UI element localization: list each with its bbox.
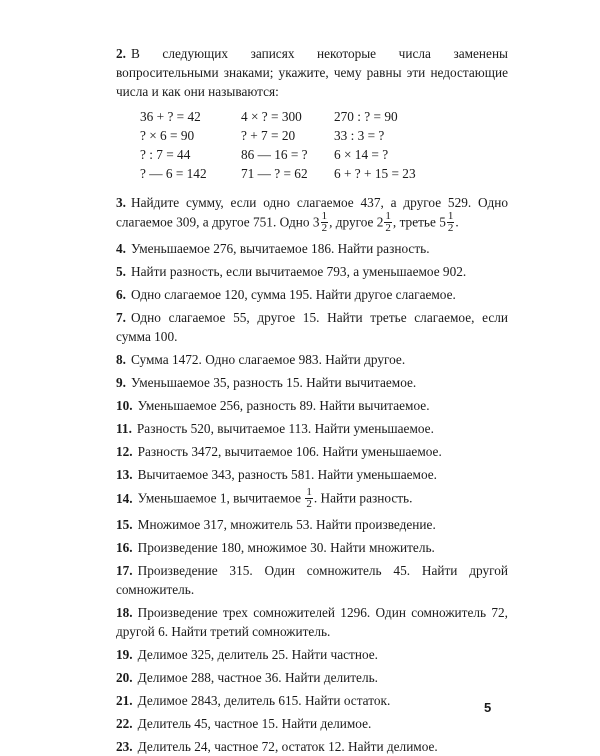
exercise-text: В следующих записях некоторые числа заменены вопросительными знаками; укажите, чему равны эти недостающие числа и как они называются: <box>116 46 508 99</box>
exercise-13 <box>116 465 508 484</box>
exercise-text: Одно слагаемое 55, другое 15. Найти третье слагаемое, если сумма 100. <box>116 310 508 344</box>
exercise-11 <box>116 419 508 438</box>
exercise-text: Найти разность, если вычитаемое 793, а уменьшаемое 902. <box>130 264 467 279</box>
equation: ? × 6 = 90 <box>140 128 195 143</box>
equation: 71 — ? = 62 <box>241 166 308 181</box>
exercise-number: 3. <box>116 195 126 210</box>
exercise-number: 20. <box>116 670 133 685</box>
exercise-3 <box>116 193 508 235</box>
exercise-text: Одно слагаемое 120, сумма 195. Найти другое слагаемое. <box>130 287 456 302</box>
fraction-numerator: 1 <box>447 210 454 222</box>
exercise-text: Уменьшаемое 276, вычитаемое 186. Найти разность. <box>130 241 430 256</box>
equation: 33 : 3 = ? <box>334 128 385 143</box>
page-body <box>116 44 508 756</box>
exercise-number: 21. <box>116 693 133 708</box>
exercise-2 <box>116 44 508 101</box>
exercise-text: Делимое 325, делитель 25. Найти частное. <box>137 647 378 662</box>
exercise-5 <box>116 262 508 281</box>
fraction-denominator: 2 <box>321 222 328 234</box>
exercise-text: Вычитаемое 343, разность 581. Найти уменьшаемое. <box>137 467 437 482</box>
exercise-text: , третье <box>392 214 436 230</box>
fraction-numerator: 1 <box>321 210 328 222</box>
mixed-number-whole: 3 <box>312 214 320 230</box>
exercise-18 <box>116 603 508 641</box>
fraction <box>305 487 313 510</box>
exercise-text: Сумма 1472. Одно слагаемое 983. Найти другое. <box>130 352 406 367</box>
exercise-19 <box>116 645 508 664</box>
exercise-number: 2. <box>116 46 126 61</box>
exercise-number: 19. <box>116 647 133 662</box>
exercise-text: Найдите сумму, если одно слагаемое 437, а другое 529. Одно слагаемое 309, а другое 751. Одно <box>116 195 508 230</box>
equation: ? + 7 = 20 <box>241 128 296 143</box>
exercise-text: Разность 3472, вычитаемое 106. Найти уменьшаемое. <box>137 444 442 459</box>
exercise-number: 16. <box>116 540 133 555</box>
exercise-number: 15. <box>116 517 133 532</box>
exercise-15 <box>116 515 508 534</box>
exercise-6 <box>116 285 508 304</box>
fraction <box>321 211 329 234</box>
fraction-numerator: 1 <box>385 210 391 222</box>
equation: ? — 6 = 142 <box>140 166 207 181</box>
exercise-text: Делимое 2843, делитель 615. Найти остаток. <box>137 693 391 708</box>
exercise-number: 9. <box>116 375 126 390</box>
equation: 6 × 14 = ? <box>334 147 389 162</box>
exercise-text: , другое <box>329 214 374 230</box>
exercise-number: 14. <box>116 490 133 506</box>
exercise-number: 4. <box>116 241 126 256</box>
exercise-number: 12. <box>116 444 133 459</box>
exercise-number: 10. <box>116 398 133 413</box>
equation-grid <box>140 107 508 183</box>
fraction-numerator: 1 <box>306 486 312 498</box>
exercise-text: Произведение 315. Один сомножитель 45. Найти другой сомножитель. <box>116 563 508 597</box>
exercise-23 <box>116 737 508 756</box>
exercise-number: 17. <box>116 563 133 578</box>
exercise-20 <box>116 668 508 687</box>
exercise-text: Уменьшаемое 256, разность 89. Найти вычитаемое. <box>137 398 430 413</box>
fraction-denominator: 2 <box>447 222 454 234</box>
exercise-number: 7. <box>116 310 126 325</box>
exercise-number: 13. <box>116 467 133 482</box>
page-number: 5 <box>484 700 492 715</box>
exercise-number: 23. <box>116 739 133 754</box>
exercise-14 <box>116 488 508 511</box>
equation: 4 × ? = 300 <box>241 109 302 124</box>
mixed-number-whole: 5 <box>439 214 446 230</box>
fraction-denominator: 2 <box>306 498 312 510</box>
exercise-number: 18. <box>116 605 133 620</box>
equation: 6 + ? + 15 = 23 <box>334 166 416 181</box>
exercise-number: 11. <box>116 421 132 436</box>
exercise-text: Множимое 317, множитель 53. Найти произведение. <box>137 517 436 532</box>
exercise-text: Уменьшаемое 35, разность 15. Найти вычитаемое. <box>130 375 417 390</box>
equation: 270 : ? = 90 <box>334 109 398 124</box>
fraction <box>447 211 455 234</box>
fraction-denominator: 2 <box>385 222 391 234</box>
equation: 36 + ? = 42 <box>140 109 201 124</box>
exercise-number: 5. <box>116 264 126 279</box>
exercise-number: 8. <box>116 352 126 367</box>
exercise-number: 22. <box>116 716 133 731</box>
exercise-text: Делитель 45, частное 15. Найти делимое. <box>137 716 372 731</box>
equation: 86 — 16 = ? <box>241 147 308 162</box>
exercise-4 <box>116 239 508 258</box>
exercise-text: Уменьшаемое 1, вычитаемое <box>137 490 302 506</box>
exercise-22 <box>116 714 508 733</box>
exercise-17 <box>116 561 508 599</box>
exercise-text: Делимое 288, частное 36. Найти делитель. <box>137 670 378 685</box>
fraction <box>384 211 392 234</box>
exercise-text: Разность 520, вычитаемое 113. Найти уменьшаемое. <box>136 421 434 436</box>
exercise-text: . Найти разность. <box>313 490 413 506</box>
exercise-number: 6. <box>116 287 126 302</box>
exercise-text: . <box>455 214 459 230</box>
exercise-10 <box>116 396 508 415</box>
mixed-number-whole: 2 <box>376 214 384 230</box>
exercise-text: Делитель 24, частное 72, остаток 12. Найти делимое. <box>137 739 438 754</box>
exercise-7 <box>116 308 508 346</box>
exercise-21 <box>116 691 508 710</box>
exercise-16 <box>116 538 508 557</box>
exercise-8 <box>116 350 508 369</box>
exercise-12 <box>116 442 508 461</box>
equation: ? : 7 = 44 <box>140 147 191 162</box>
exercise-text: Произведение трех сомножителей 1296. Один сомножитель 72, другой 6. Найти третий сомножитель. <box>116 605 508 639</box>
exercise-9 <box>116 373 508 392</box>
exercise-text: Произведение 180, множимое 30. Найти множитель. <box>137 540 435 555</box>
